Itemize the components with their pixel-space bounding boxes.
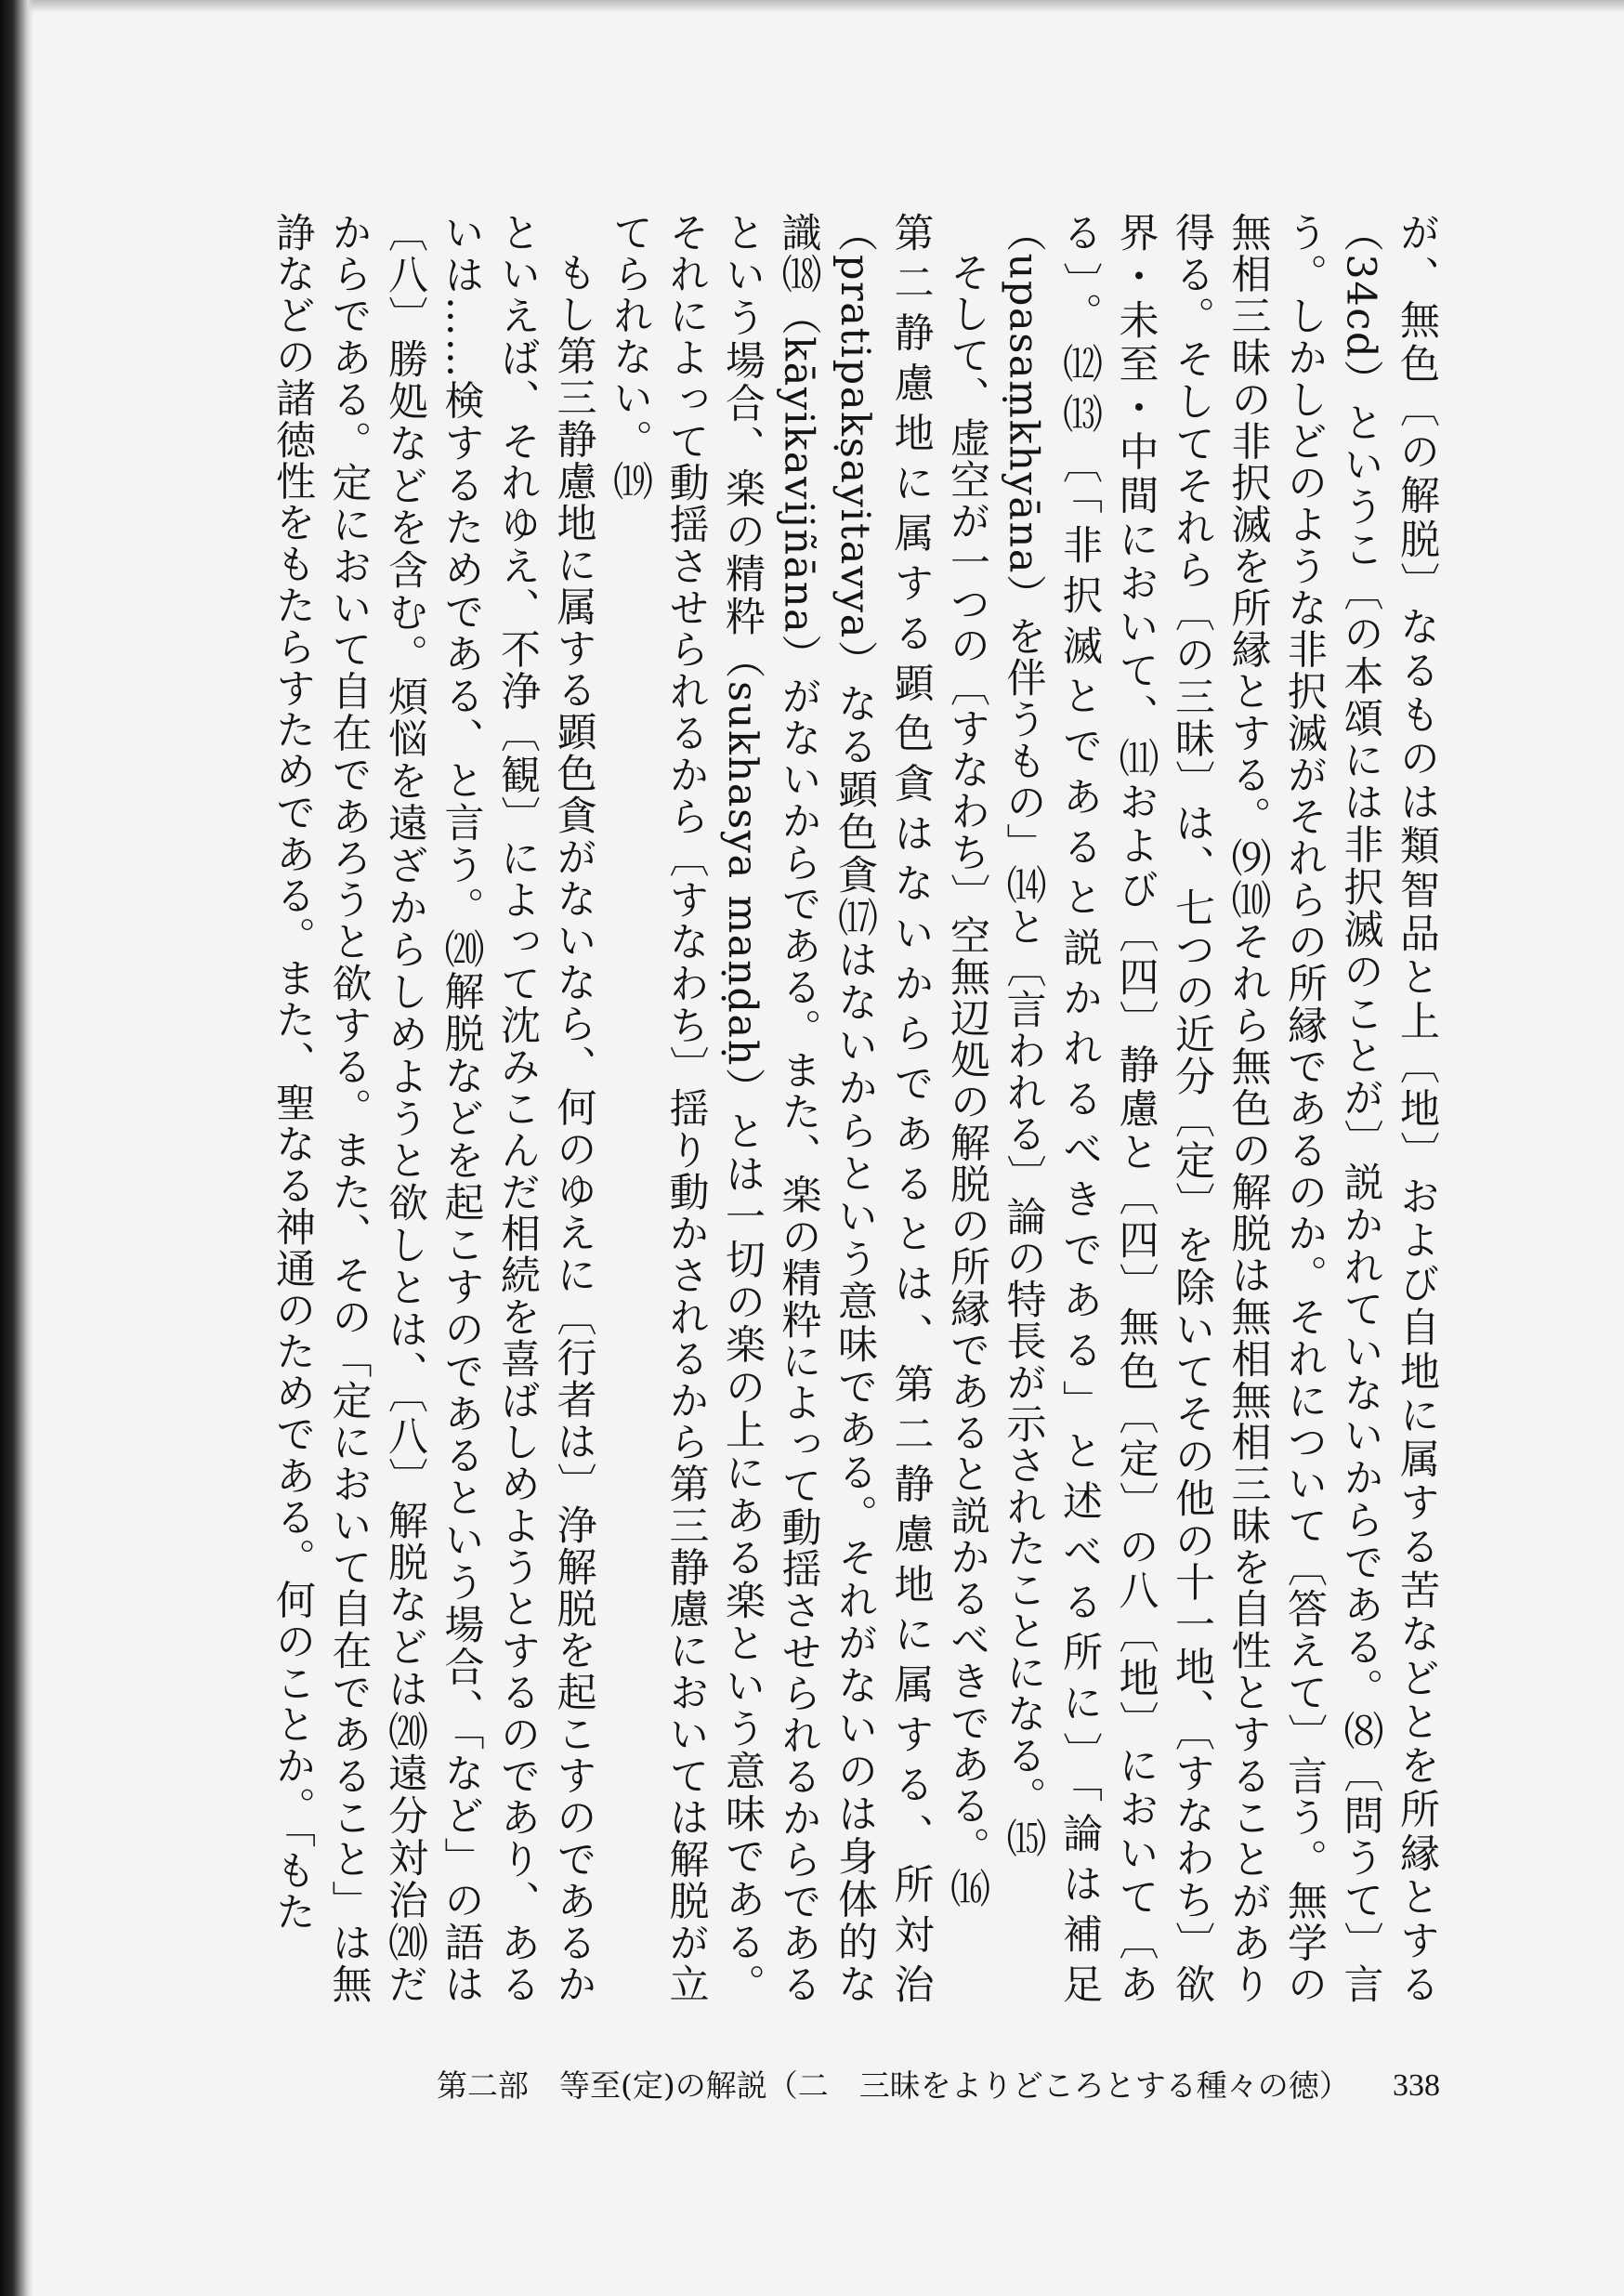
scan-shadow bbox=[0, 0, 1624, 13]
page-number: 338 bbox=[1393, 2068, 1440, 2103]
paragraph-3: 第二静慮地に属する顕色貪はないからであるとは、第二静慮地に属する、所対治（pratipakṣayitavya）なる顕色貪⒄はないからという意味である。それがないのは身体的な識⒅（kāyikavijñāna）がないからである。また、楽の精粋によって動揺させられるからであるという場合、楽の精粋（sukhasya maṇḍaḥ）とは一切の楽の上にある楽という意味である。それによって動揺させられるから〔すなわち〕揺り動かされるから第三静慮においては解脱が立てられない。⒆ bbox=[607, 212, 935, 2005]
page-binding-edge bbox=[0, 0, 33, 2296]
page-footer bbox=[437, 2065, 1440, 2107]
paragraph-4: もし第三静慮地に属する顕色貪がないなら、何のゆえに〔行者は〕浄解脱を起こすのであるかといえば、それゆえ、不浄〔観〕によって沈みこんだ相続を喜ばしめようとするのであり、あるいは……検するためである、と言う。⒇解脱などを起こすのであるという場合、「など」の語は〔八〕勝処などを含む。煩悩を遠ざからしめようと欲しとは、〔八〕解脱などは⒇遠分対治⒇だからである。定において自在であろうと欲する。また、その「定において自在であること」は無諍などの諸徳性をもたらすためである。また、聖なる神通のためである。何のことか。「もた bbox=[269, 212, 597, 2005]
running-head: 第二部 等至(定)の解説（二 三昧をよりどころとする種々の徳） bbox=[437, 2067, 1350, 2104]
paragraph-1: が、無色〔の解脱〕なるものは類智品と上〔地〕および自地に属する苦などとを所縁とする（34cd）というこ〔の本頌には非択滅のことが〕説かれていないからである。⑻〔問うて〕言う。しかしどのような非択滅がそれらの所縁であるのか。それについて〔答えて〕言う。無学の無相三昧の非択滅を所縁とする。⑼⑽それら無色の解脱は無相無相三昧を自性とすることがあり得る。そしてそれら〔の三昧〕は、七つの近分〔定〕を除いてその他の十一地、〔すなわち〕欲界・未至・中間において、⑾および〔四〕静慮と〔四〕無色〔定〕の八〔地〕において〔ある〕。⑿⒀〔「非択滅とであると説かれるべきである」と述べる所に〕「論は補足（upasaṃkhyāna）を伴うもの」⒁と〔言われる〕論の特長が示されたことになる。⒂ bbox=[1000, 212, 1440, 2005]
vertical-body-text bbox=[181, 212, 1445, 2005]
paragraph-2: そして、虚空が一つの〔すなわち〕空無辺処の解脱の所縁であると説かるべきである。⒃ bbox=[944, 252, 990, 1909]
